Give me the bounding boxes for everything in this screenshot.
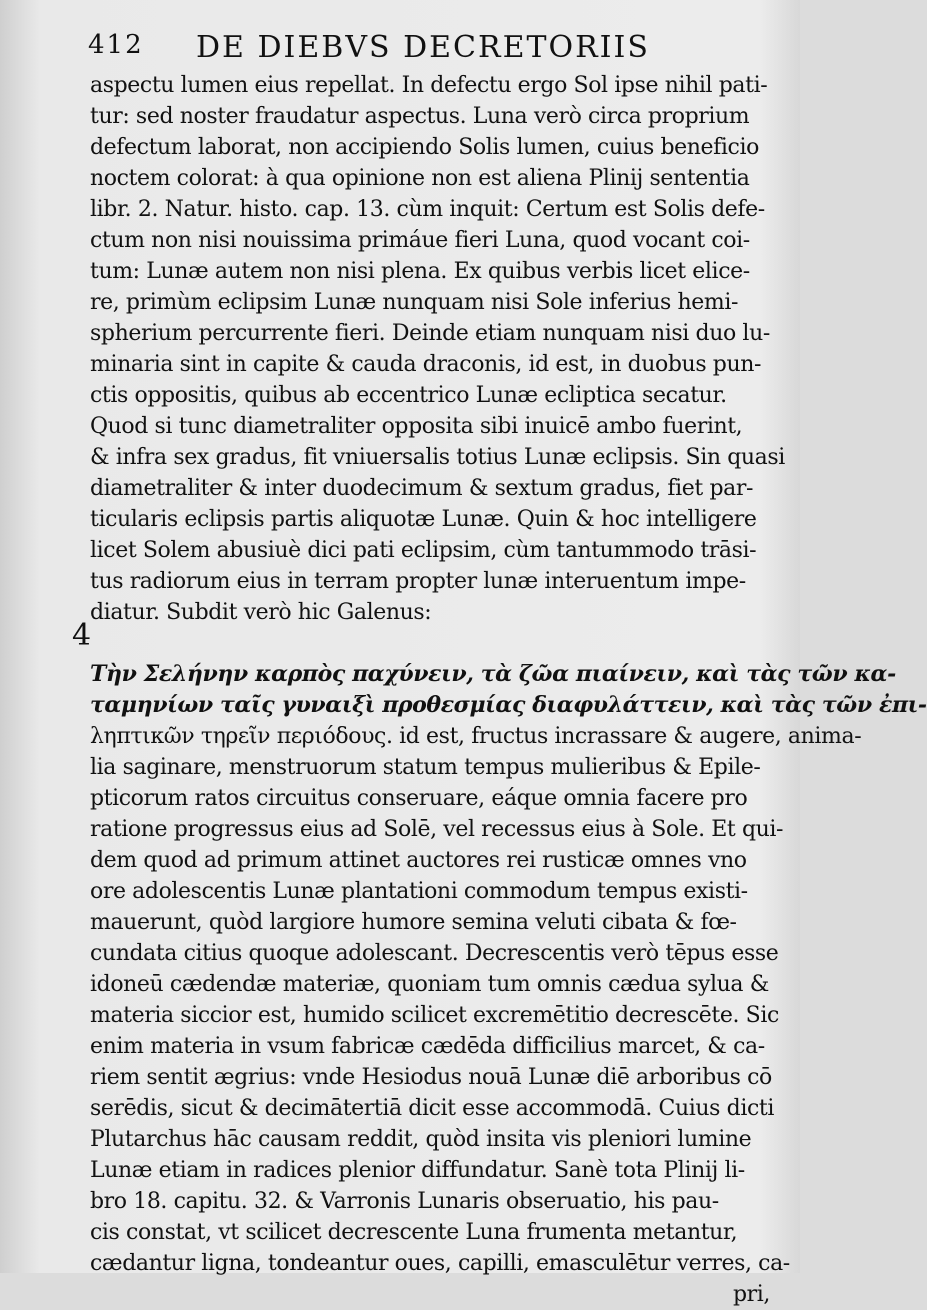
- page-header: [88, 30, 728, 70]
- text-line: noctem colorat: à qua opinione non est aliena Plinij sententia: [90, 166, 750, 191]
- running-title: DE DIEBVS DECRETORIIS: [196, 30, 650, 65]
- text-line: licet Solem abusiuè dici pati eclipsim, cùm tantummodo trāsi-: [90, 538, 757, 563]
- blank-line: [90, 628, 770, 659]
- text-line: serēdis, sicut & decimātertiā dicit esse accommodā. Cuius dicti: [90, 1096, 774, 1121]
- text-line: minaria sint in capite & cauda draconis, id est, in duobus pun-: [90, 352, 762, 377]
- text-line: idoneū cædendæ materiæ, quoniam tum omnis cædua sylua &: [90, 972, 769, 997]
- text-line: riem sentit ægrius: vnde Hesiodus nouā Lunæ diē arboribus cō: [90, 1065, 772, 1090]
- text-line: libr. 2. Natur. histo. cap. 13. cùm inquit: Certum est Solis defe-: [90, 197, 765, 222]
- text-line: Quod si tunc diametraliter opposita sibi inuicē ambo fuerint,: [90, 414, 743, 439]
- margin-note: 4: [72, 618, 92, 653]
- text-line: enim materia in vsum fabricæ cædēda difficilius marcet, & ca-: [90, 1034, 765, 1059]
- text-line: aspectu lumen eius repellat. In defectu ergo Sol ipse nihil pati-: [90, 73, 768, 98]
- greek-quote-line: ταμηνίων ταῖς γυναιξὶ προθεσμίας διαφυλάττειν, καὶ τὰς τῶν ἐπι-: [90, 692, 927, 718]
- text-line: defectum laborat, non accipiendo Solis lumen, cuius beneficio: [90, 135, 759, 160]
- text-line-last: pri,: [732, 1282, 770, 1307]
- text-line: mauerunt, quòd largiore humore semina veluti cibata & fœ-: [90, 910, 737, 935]
- text-line: pticorum ratos circuitus conseruare, eáque omnia facere pro: [90, 786, 748, 811]
- text-line: dem quod ad primum attinet auctores rei rusticæ omnes vno: [90, 848, 747, 873]
- text-line: spherium percurrente fieri. Deinde etiam nunquam nisi duo lu-: [90, 321, 770, 346]
- text-line: ctum non nisi nouissima primáue fieri Luna, quod vocant coi-: [90, 228, 750, 253]
- text-line: Plutarchus hāc causam reddit, quòd insita vis pleniori lumine: [90, 1127, 752, 1152]
- text-line: Lunæ etiam in radices plenior diffundatur. Sanè tota Plinij li-: [90, 1158, 745, 1183]
- text-line: cundata citius quoque adolescant. Decrescentis verò tēpus esse: [90, 941, 779, 966]
- text-line: ticularis eclipsis partis aliquotæ Lunæ. Quin & hoc intelligere: [90, 507, 757, 532]
- body-text: [90, 70, 927, 1310]
- text-line: tur: sed noster fraudatur aspectus. Luna verò circa proprium: [90, 104, 750, 129]
- text-line: & infra sex gradus, fit vniuersalis totius Lunæ eclipsis. Sin quasi: [90, 445, 785, 470]
- text-line: tus radiorum eius in terram propter lunæ interuentum impe-: [90, 569, 746, 594]
- text-line: materia siccior est, humido scilicet excremētitio decrescēte. Sic: [90, 1003, 779, 1028]
- text-line: diatur. Subdit verò hic Galenus:: [90, 600, 432, 625]
- text-line: ληπτικῶν τηρεῖν περιόδους. id est, fructus incrassare & augere, anima-: [90, 724, 862, 749]
- text-line: ratione progressus eius ad Solē, vel recessus eius à Sole. Et qui-: [90, 817, 784, 842]
- text-line: tum: Lunæ autem non nisi plena. Ex quibus verbis licet elice-: [90, 259, 750, 284]
- greek-quote-line: Τὴν Σελήνην καρπὸς παχύνειν, τὰ ζῶα πιαίνειν, καὶ τὰς τῶν κα-: [90, 661, 896, 687]
- text-line: diametraliter & inter duodecimum & sextum gradus, fiet par-: [90, 476, 754, 501]
- text-line: lia saginare, menstruorum statum tempus mulieribus & Epile-: [90, 755, 761, 780]
- text-line: ore adolescentis Lunæ plantationi commodum tempus existi-: [90, 879, 748, 904]
- text-line: cis constat, vt scilicet decrescente Luna frumenta metantur,: [90, 1220, 738, 1245]
- text-line: bro 18. capitu. 32. & Varronis Lunaris obseruatio, his pau-: [90, 1189, 719, 1214]
- text-line: ctis oppositis, quibus ab eccentrico Lunæ ecliptica secatur.: [90, 383, 727, 408]
- text-line: cædantur ligna, tondeantur oues, capilli, emasculētur verres, ca-: [90, 1251, 790, 1276]
- text-line: re, primùm eclipsim Lunæ nunquam nisi Sole inferius hemi-: [90, 290, 739, 315]
- page-number: 412: [88, 30, 144, 60]
